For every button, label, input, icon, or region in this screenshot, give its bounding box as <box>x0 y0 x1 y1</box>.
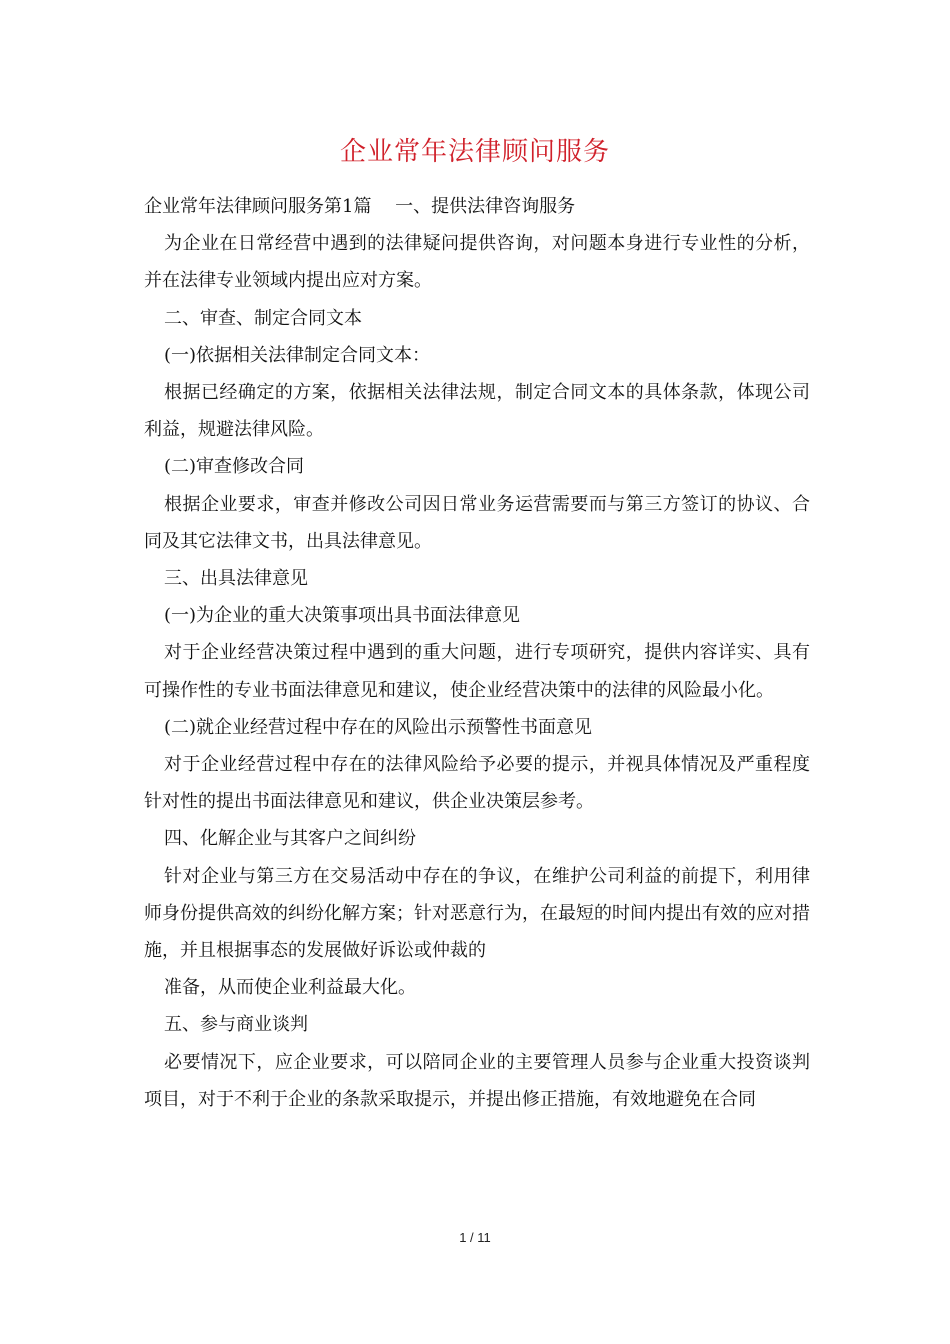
paragraph-2: 为企业在日常经营中遇到的法律疑问提供咨询，对问题本身进行专业性的分析，并在法律专业领域内提出应对方案。 <box>144 233 810 292</box>
paragraph-1: 企业常年法律顾问服务第1篇 一、提供法律咨询服务 <box>144 196 576 217</box>
paragraph-2-1: 根据已经确定的方案，依据相关法律法规，制定合同文本的具体条款，体现公司利益，规避法律风险。 <box>144 382 810 441</box>
paragraph-4-continued: 准备，从而使企业利益最大化。 <box>164 977 416 999</box>
document-body <box>144 188 810 1118</box>
subsection-heading-3-1: (一)为企业的重大决策事项出具书面法律意见 <box>164 605 521 627</box>
subsection-heading-2-2: (二)审查修改合同 <box>164 456 305 478</box>
paragraph-5: 必要情况下，应企业要求，可以陪同企业的主要管理人员参与企业重大投资谈判项目，对于不利于企业的条款采取提示，并提出修正措施，有效地避免在合同 <box>144 1051 810 1110</box>
page-number: 1 / 11 <box>459 1230 491 1245</box>
document-title: 企业常年法律顾问服务 <box>339 137 610 167</box>
section-heading-3: 三、出具法律意见 <box>164 568 308 590</box>
subsection-heading-2-1: (一)依据相关法律制定合同文本： <box>164 344 431 366</box>
paragraph-3-1: 对于企业经营决策过程中遇到的重大问题，进行专项研究，提供内容详实、具有可操作性的专业书面法律意见和建议，使企业经营决策中的法律的风险最小化。 <box>144 642 810 701</box>
paragraph-2-2: 根据企业要求，审查并修改公司因日常业务运营需要而与第三方签订的协议、合同及其它法律文书，出具法律意见。 <box>144 493 810 552</box>
subsection-heading-3-2: (二)就企业经营过程中存在的风险出示预警性书面意见 <box>164 716 593 738</box>
section-heading-4: 四、化解企业与其客户之间纠纷 <box>164 828 416 850</box>
paragraph-4: 针对企业与第三方在交易活动中存在的争议，在维护公司利益的前提下，利用律师身份提供高效的纠纷化解方案；针对恶意行为，在最短的时间内提出有效的应对措施，并且根据事态的发展做好诉讼或仲裁的 <box>144 865 810 962</box>
paragraph-3-2: 对于企业经营过程中存在的法律风险给予必要的提示，并视具体情况及严重程度针对性的提出书面法律意见和建议，供企业决策层参考。 <box>144 754 810 813</box>
section-heading-5: 五、参与商业谈判 <box>164 1014 308 1036</box>
section-heading-2: 二、审查、制定合同文本 <box>164 307 362 329</box>
